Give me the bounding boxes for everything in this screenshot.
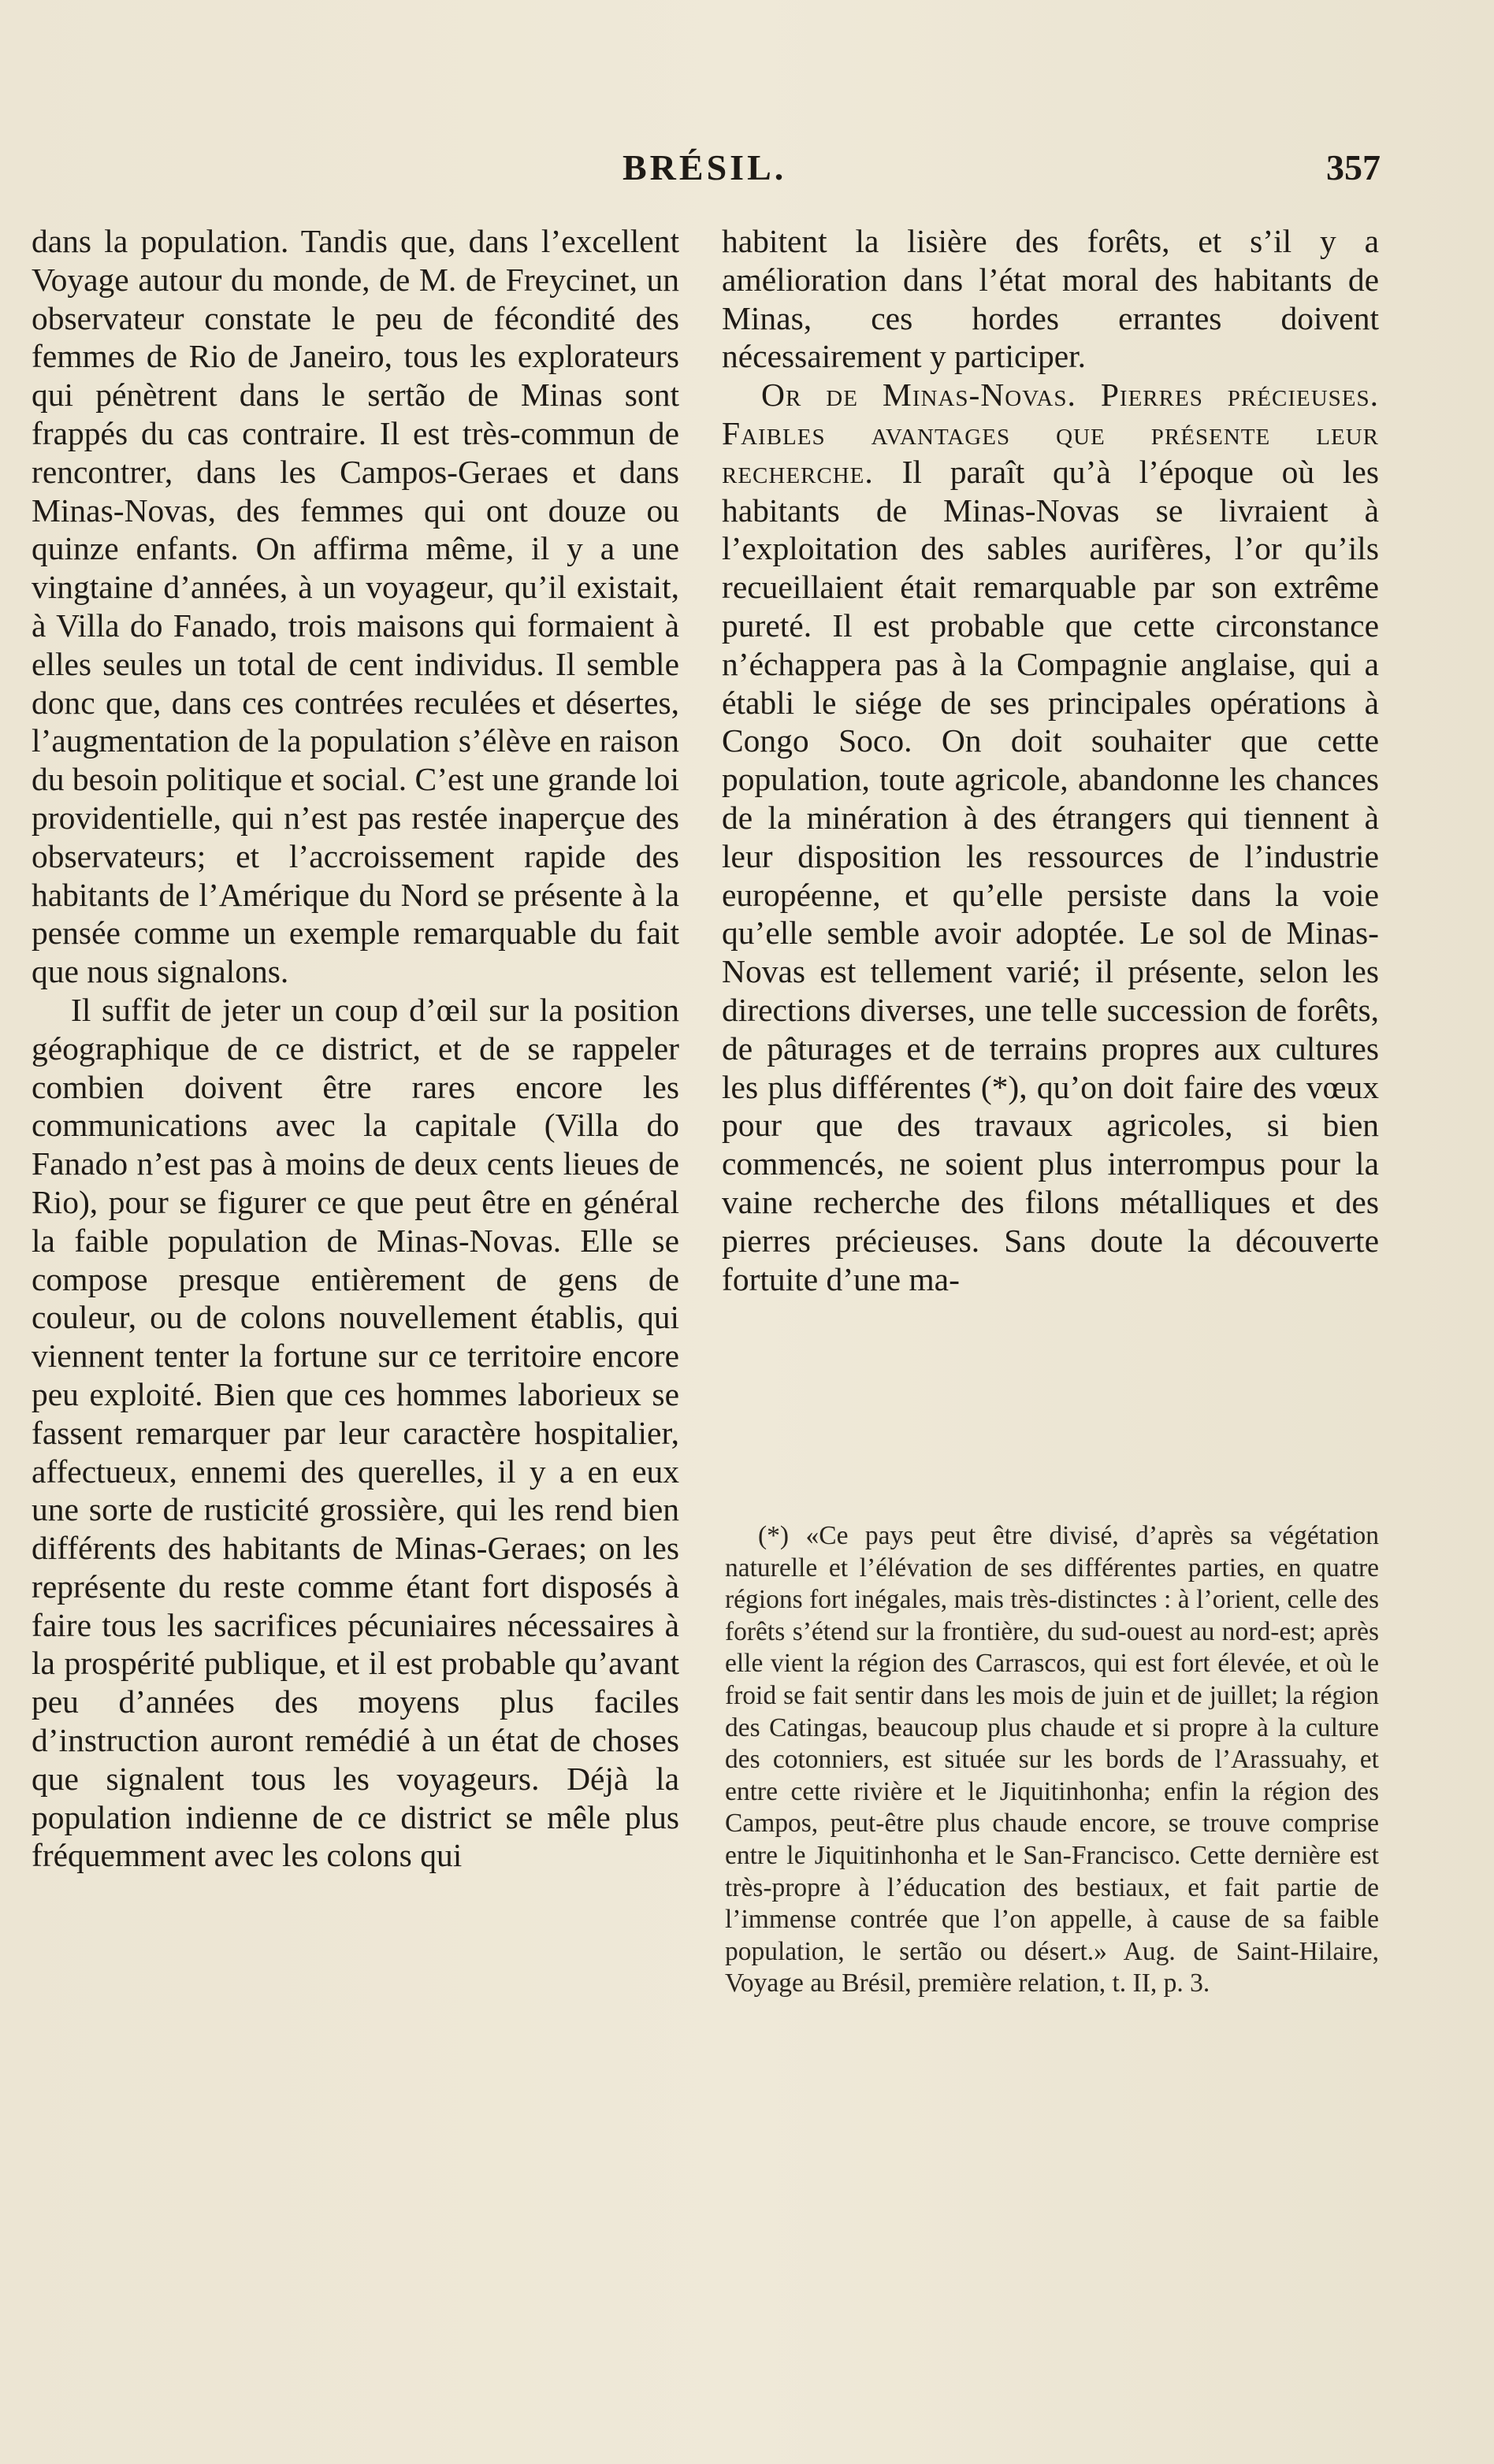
- left-paragraph-1: dans la population. Tandis que, dans l’excellent Voyage autour du monde, de M. de Freycinet, un observateur constate le peu de fécondité des femmes de Rio de Janeiro, tous les explorateurs qui pénètrent dans le sertão de Minas sont frappés du cas contraire. Il est très-commun de rencontrer, dans les Campos-Geraes et dans Minas-Novas, des femmes qui ont douze ou quinze enfants. On affirma même, il y a une vingtaine d’années, à un voyageur, qu’il existait, à Villa do Fanado, trois maisons qui formaient à elles seules un total de cent individus. Il semble donc que, dans ces contrées reculées et désertes, l’augmentation de la population s’élève en raison du besoin politique et social. C’est une grande loi providentielle, qui n’est pas restée inaperçue des observateurs; et l’accroissement rapide des habitants de l’Amérique du Nord se présente à la pensée comme un exemple remarquable du fait que nous signalons.: [32, 223, 679, 990]
- right-paragraph-2-text: Il paraît qu’à l’époque où les habitants de Minas-Novas se livraient à l’exploitation des sables aurifères, l’or qu’ils recueillaient était remarquable par son extrême pureté. Il est probable que cette circonstance n’échappera pas à la Compagnie anglaise, qui a établi le siége de ses principales opérations à Congo Soco. On doit souhaiter que cette population, toute agricole, abandonne les chances de la minération à des étrangers qui tiennent à leur disposition les ressources de l’industrie européenne, et qu’elle persiste dans la voie qu’elle semble avoir adoptée. Le sol de Minas-Novas est tellement varié; il présente, selon les directions diverses, une telle succession de forêts, de pâturages et de terrains propres aux cultures les plus différentes (*), qu’on doit faire des vœux pour que des travaux agricoles, si bien commencés, ne soient plus interrompus pour la vaine recherche des filons métalliques et des pierres précieuses. Sans doute la découverte fortuite d’une ma-: [722, 453, 1379, 1297]
- right-paragraph-1: habitent la lisière des forêts, et s’il y a amélioration dans l’état moral des habitants de Minas, ces hordes errantes doivent nécessairement y participer.: [722, 223, 1379, 375]
- right-paragraph-2: [722, 376, 1379, 1298]
- running-title: BRÉSIL.: [622, 147, 787, 187]
- left-paragraph-2: Il suffit de jeter un coup d’œil sur la position géographique de ce district, et de se rappeler combien doivent être rares encore les communications avec la capitale (Villa do Fanado n’est pas à moins de deux cents lieues de Rio), pour se figurer ce que peut être en général la faible population de Minas-Novas. Elle se compose presque entièrement de gens de couleur, ou de colons nouvellement établis, qui viennent tenter la fortune sur ce territoire encore peu exploité. Bien que ces hommes laborieux se fassent remarquer par leur caractère hospitalier, affectueux, ennemi des querelles, il y a en eux une sorte de rusticité grossière, qui les rend bien différents des habitants de Minas-Geraes; on les représente du reste comme étant fort disposés à faire tous les sacrifices pécuniaires nécessaires à la prospérité publique, et il est probable qu’avant peu d’années des moyens plus faciles d’instruction auront remédié à un état de choses que signalent tous les voyageurs. Déjà la population indienne de ce district se mêle plus fréquemment avec les colons qui: [32, 991, 679, 1874]
- left-column: [32, 222, 679, 1875]
- page-number: 357: [1326, 147, 1381, 187]
- footnote: [725, 1520, 1379, 2000]
- section-heading: Or de Minas-Novas. Pierres précieuses. Faibles avantages que présente leur recherche.: [722, 377, 1379, 490]
- running-head: [0, 147, 1494, 202]
- footnote-text: (*) «Ce pays peut être divisé, d’après sa végétation naturelle et l’élévation de ses différentes parties, en quatre régions fort inégales, mais très-distinctes : à l’orient, celle des forêts s’étend sur la frontière, du sud-ouest au nord-est; après elle vient la région des Carrascos, qui est fort élevée, et où le froid se fait sentir dans les mois de juin et de juillet; la région des Catingas, beaucoup plus chaude et si propre à la culture des cotonniers, est située sur les bords de l’Arassuahy, et entre cette rivière et le Jiquitinhonha; enfin la région des Campos, peut-être plus chaude encore, se trouve comprise entre le Jiquitinhonha et le San-Francisco. Cette dernière est très-propre à l’éducation des bestiaux, et fait partie de l’immense contrée que l’on appelle, à cause de sa faible population, le sertão ou désert.» Aug. de Saint-Hilaire, Voyage au Brésil, première relation, t. II, p. 3.: [725, 1521, 1379, 1998]
- right-column: [722, 222, 1379, 1298]
